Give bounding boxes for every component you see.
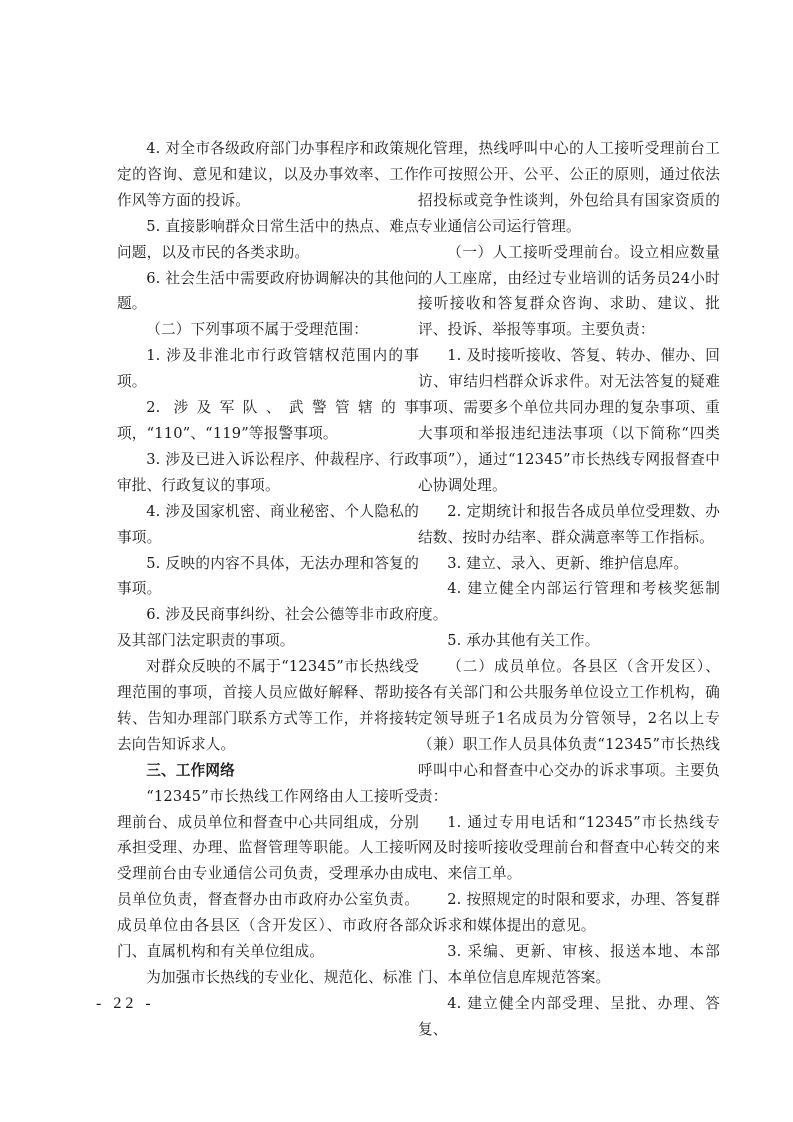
paragraph: 2. 定期统计和报告各成员单位受理数、办结数、按时办结率、群众满意率等工作指标。 [418,502,720,546]
section-heading: 三、工作网络 [146,761,235,779]
paragraph: 4. 涉及国家机密、商业秘密、个人隐私的事项。 [117,502,419,546]
subsection-heading: （一）人工接听受理前台。设立相应数量的人工座席，由经过专业培训的话务员24小时接听接收和答复群众咨询、求助、建议、批评、投诉、举报等事项。主要负责： [418,243,720,339]
paragraph: 3. 涉及已进入诉讼程序、仲裁程序、行政审批、行政复议的事项。 [117,450,419,494]
paragraph: 5. 承办其他有关工作。 [447,632,600,650]
paragraph: 6. 涉及民商事纠纷、社会公德等非市政府及其部门法定职责的事项。 [117,606,419,650]
paragraph: 1. 通过专用电话和“12345”市长热线专网及时接听接收受理前台和督查中心转交的来电、来信工单。 [418,813,720,883]
paragraph: 3. 建立、录入、更新、维护信息库。 [447,554,689,572]
paragraph: 4. 建立健全内部运行管理和考核奖惩制度。 [418,580,720,624]
paragraph: 为加强市长热线的专业化、规范化、标准 [146,969,413,986]
paragraph: 6. 社会生活中需要政府协调解决的其他问题。 [117,269,419,313]
paragraph: 4. 建立健全内部受理、呈批、办理、答复、 [418,994,720,1038]
page-number: - 22 - [96,995,155,1012]
left-column [117,136,419,991]
paragraph: “12345”市长热线工作网络由人工接听受理前台、成员单位和督查中心共同组成，分别承担受理、办理、监督管理等职能。人工接听受理前台由专业通信公司负责，受理承办由成员单位负责，督查督办由市政府办公室负责。成员单位由各县区（含开发区）、市政府各部门、直属机构和有关单位组成。 [117,787,419,961]
paragraph-continuation: 化管理，热线呼叫中心的人工接听受理前台工作可按照公开、公平、公正的原则，通过依法招投标或竞争性谈判，外包给具有国家资质的专业通信公司运行管理。 [418,140,720,235]
paragraph: 5. 反映的内容不具体，无法办理和答复的事项。 [117,554,419,598]
paragraph: 对群众反映的不属于“12345”市长热线受理范围的事项，首接人员应做好解释、帮助接转、告知办理部门联系方式等工作，并将接转去向告知诉求人。 [117,658,419,753]
paragraph: 4. 对全市各级政府部门办事程序和政策规定的咨询、意见和建议，以及办事效率、工作作风等方面的投诉。 [117,140,419,209]
paragraph: 2. 按照规定的时限和要求，办理、答复群众诉求和媒体提出的意见。 [418,891,720,935]
right-column [418,136,720,1043]
paragraph: 5. 直接影响群众日常生活中的热点、难点问题，以及市民的各类求助。 [117,217,419,261]
paragraph: 2. 涉及军队、武警管辖的事项，“110”、“119”等报警事项。 [117,399,419,442]
subsection-heading: （二）成员单位。各县区（含开发区）、各有关部门和公共服务单位设立工作机构，确定领导班子1名成员为分管领导，2名以上专（兼）职工作人员具体负责“12345”市长热线呼叫中心和督查中心交办的诉求事项。主要负责： [418,658,720,805]
paragraph: 1. 及时接听接收、答复、转办、催办、回访、审结归档群众诉求件。对无法答复的疑难事项、需要多个单位共同办理的复杂事项、重大事项和举报违纪违法事项（以下简称“四类事项”），通过“12345”市长热线专网报督查中心协调处理。 [418,347,720,494]
paragraph: 3. 采编、更新、审核、报送本地、本部门、本单位信息库规范答案。 [418,943,720,986]
subsection-heading: （二）下列事项不属于受理范围： [146,321,369,339]
paragraph: 1. 涉及非淮北市行政管辖权范围内的事项。 [117,347,419,391]
